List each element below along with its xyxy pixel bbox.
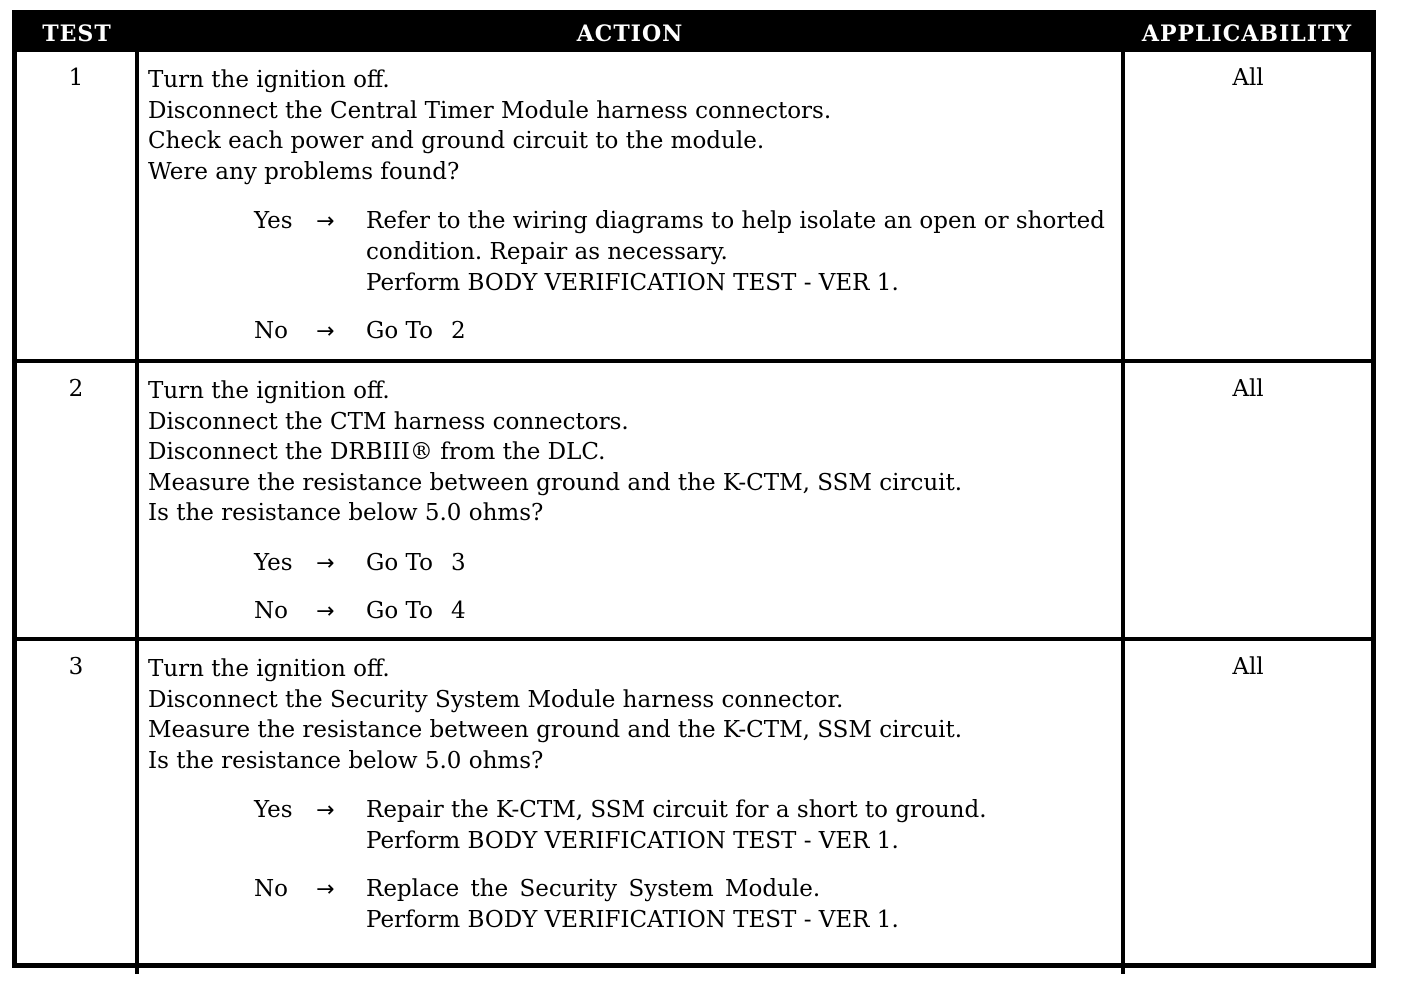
action-step: Turn the ignition off. xyxy=(148,656,390,682)
no-result xyxy=(366,874,1113,936)
action-step: Measure the resistance between ground and the K-CTM, SSM circuit. xyxy=(148,469,963,496)
test-row-2 xyxy=(17,361,1371,639)
action-step: Were any problems found? xyxy=(148,158,460,185)
no-result xyxy=(366,316,1113,347)
goto-target: 3 xyxy=(450,549,466,576)
header-applicability: APPLICABILITY xyxy=(1123,15,1371,52)
applicability-cell: All xyxy=(1123,361,1371,639)
test-number: 3 xyxy=(17,639,137,974)
yes-label: Yes xyxy=(254,208,293,234)
arrow-icon: → xyxy=(316,798,335,823)
yes-result xyxy=(366,206,1113,299)
yes-result xyxy=(366,795,1113,857)
no-label: No xyxy=(254,876,288,902)
action-step: Turn the ignition off. xyxy=(148,378,390,404)
goto-target: 4 xyxy=(450,597,466,624)
test-row-3 xyxy=(17,639,1371,974)
arrow-icon: → xyxy=(316,877,335,902)
no-answer xyxy=(254,874,1113,936)
action-cell xyxy=(137,52,1123,361)
yes-label: Yes xyxy=(254,549,293,576)
no-result xyxy=(366,596,1113,627)
yes-result xyxy=(366,548,1113,579)
action-cell xyxy=(137,639,1123,974)
action-step: Disconnect the Central Timer Module harness connectors. xyxy=(148,97,832,124)
header-action: ACTION xyxy=(137,15,1123,52)
action-step: Check each power and ground circuit to the module. xyxy=(148,128,765,154)
no-answer xyxy=(254,316,1113,347)
yes-label: Yes xyxy=(254,797,293,823)
action-step: Is the resistance below 5.0 ohms? xyxy=(148,747,544,774)
action-step: Is the resistance below 5.0 ohms? xyxy=(148,500,544,526)
action-step: Disconnect the CTM harness connectors. xyxy=(148,408,629,435)
result-line: Replace the Security System Module. xyxy=(366,876,821,902)
test-table xyxy=(17,15,1371,974)
header-test: TEST xyxy=(17,15,137,52)
goto-label: Go To xyxy=(366,549,433,576)
diagnostic-test-table xyxy=(12,10,1376,968)
header-row xyxy=(17,15,1371,52)
result-line: Perform BODY VERIFICATION TEST - VER 1. xyxy=(366,828,899,854)
result-line: condition. Repair as necessary. xyxy=(366,239,728,265)
arrow-icon: → xyxy=(316,209,335,234)
action-step: Disconnect the DRBIII® from the DLC. xyxy=(148,439,606,465)
no-answer xyxy=(254,596,1113,627)
applicability-cell: All xyxy=(1123,639,1371,974)
arrow-icon: → xyxy=(316,319,335,344)
goto-label: Go To xyxy=(366,597,433,624)
result-line: Refer to the wiring diagrams to help isolate an open or shorted xyxy=(366,208,1105,234)
yes-answer xyxy=(254,795,1113,857)
action-cell xyxy=(137,361,1123,639)
no-label: No xyxy=(254,597,288,624)
yes-answer xyxy=(254,206,1113,299)
test-number: 1 xyxy=(68,65,84,91)
action-step: Disconnect the Security System Module harness connector. xyxy=(148,686,844,713)
goto-label: Go To xyxy=(366,318,433,344)
action-step: Turn the ignition off. xyxy=(148,67,390,93)
yes-answer xyxy=(254,548,1113,579)
applicability-cell: All xyxy=(1232,65,1264,91)
goto-target: 2 xyxy=(450,318,466,344)
result-line: Repair the K-CTM, SSM circuit for a short to ground. xyxy=(366,797,987,823)
result-line: Perform BODY VERIFICATION TEST - VER 1. xyxy=(366,270,899,296)
arrow-icon: → xyxy=(316,550,335,576)
result-line: Perform BODY VERIFICATION TEST - VER 1. xyxy=(366,907,899,933)
action-step: Measure the resistance between ground and the K-CTM, SSM circuit. xyxy=(148,717,963,743)
test-number: 2 xyxy=(17,361,137,639)
no-label: No xyxy=(254,318,288,344)
test-row-1 xyxy=(17,52,1371,361)
arrow-icon: → xyxy=(316,598,335,624)
